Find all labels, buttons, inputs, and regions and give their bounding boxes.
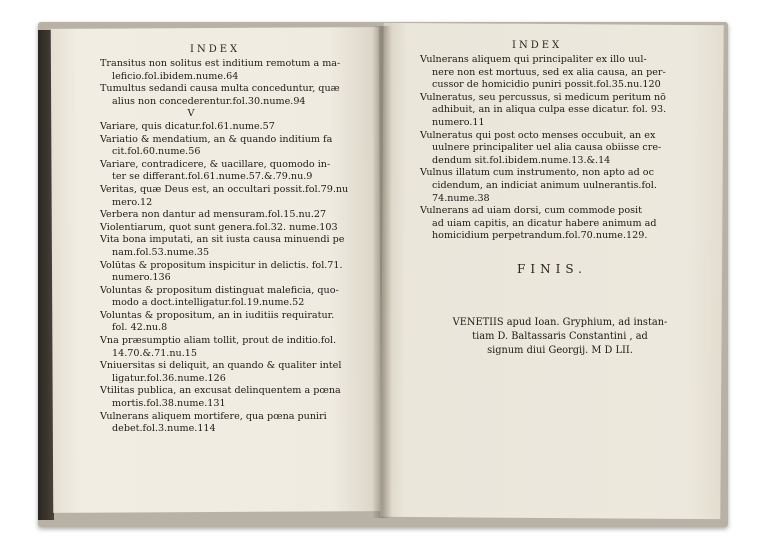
index-entry-line: ter se differant.fol.61.nume.57.&.79.nu.9 [112, 171, 313, 183]
index-entry-line: Transitus non solitus est inditium remotum a ma- [100, 58, 341, 69]
left-index-entries [100, 58, 372, 436]
index-entry-line: mortis.fol.38.nume.131 [112, 398, 226, 410]
index-entry-line: dendum sit.fol.ibidem.nume.13.&.14 [432, 154, 611, 166]
index-entry-line: Vulneratus qui post octo menses occubuit, an ex [420, 129, 656, 141]
left-page-header: INDEX [190, 44, 241, 55]
index-entry-line: Vniuersitas si deliquit, an quando & qualiter intel [100, 360, 342, 372]
index-entry-line: Veritas, quæ Deus est, an occultari possit.fol.79.nu [100, 183, 349, 195]
index-entry-line: adhibuit, an in aliqua culpa esse dicatur. fol. 93. [432, 104, 667, 116]
index-entry-line: cussor de homicidio puniri possit.fol.35.nu.120 [432, 79, 661, 91]
index-entry-line: Voluntas & propositum, an in iuditiis requiratur. [100, 309, 335, 321]
index-entry-line: ad uiam capitis, an dicatur habere animum ad [432, 217, 657, 229]
index-entry-line: modo a doct.intelligatur.fol.19.nume.52 [112, 297, 305, 309]
index-entry-line: Variare, quis dicatur.fol.61.nume.57 [100, 120, 275, 132]
printer-imprint [430, 316, 690, 358]
right-index-entries [420, 54, 715, 243]
index-entry-line: nere non est mortuus, sed ex alia causa, an per- [432, 66, 666, 78]
index-entry-line: Volūtas & propositum inspicitur in delictis. fol.71. [100, 259, 343, 271]
index-entry-line: debet.fol.3.nume.114 [112, 423, 216, 435]
index-entry-line: ligatur.fol.36.nume.126 [112, 372, 226, 384]
index-entry-line: Vulnus illatum cum instrumento, non apto ad oc [420, 167, 654, 179]
index-entry-line: cit.fol.60.nume.56 [112, 146, 201, 158]
index-entry-line: uulnere principaliter uel alia causa obiisse cre- [432, 142, 662, 154]
index-entry-line: cidendum, an indiciat animum uulnerantis.fol. [432, 179, 657, 191]
index-entry-line: Variatio & mendatium, an & quando inditium fa [100, 133, 333, 145]
imprint-line: tiam D. Baltassaris Constantini , ad [472, 331, 648, 342]
index-entry-line: numero.136 [112, 272, 171, 284]
imprint-line: signum diui Georgij. M D LII. [487, 345, 633, 356]
index-entry-line: leficio.fol.ibidem.nume.64 [112, 70, 239, 82]
index-entry-line: Vtilitas publica, an excusat delinquentem a pœna [100, 385, 341, 397]
index-entry-line: Violentiarum, quot sunt genera.fol.32. nume.103 [100, 221, 338, 233]
index-entry-line: numero.11 [432, 116, 485, 128]
index-entry-line: Tumultus sedandi causa multa conceduntur, quæ [100, 83, 340, 95]
index-entry-line: nam.fol.53.nume.35 [112, 246, 210, 258]
right-page-header: INDEX [512, 40, 563, 51]
index-entry-line: Vita bona imputati, an sit iusta causa minuendi pe [100, 234, 345, 246]
index-entry-line: 74.nume.38 [432, 192, 490, 204]
index-entry-line: mero.12 [112, 196, 153, 208]
index-entry-line: 14.70.&.71.nu.15 [112, 347, 197, 359]
index-entry-line: Verbera non dantur ad mensuram.fol.15.nu.27 [100, 209, 327, 221]
index-entry-line: Vulnerans aliquem mortifere, qua pœna puniri [100, 410, 327, 422]
index-entry-line: alius non concederentur.fol.30.nume.94 [112, 95, 306, 107]
index-entry-line: fol. 42.nu.8 [112, 322, 168, 334]
index-entry-line: Voluntas & propositum distinguat maleficia, quo- [100, 284, 339, 296]
index-entry-line: homicidium perpetrandum.fol.70.nume.129. [432, 230, 648, 242]
imprint-line: VENETIIS apud Ioan. Gryphium, ad instan- [452, 317, 668, 328]
index-entry-line: Variare, contradicere, & uacillare, quomodo in- [100, 158, 331, 170]
index-entry-line: Vna præsumptio aliam tollit, prout de inditio.fol. [100, 335, 337, 347]
index-entry-line: Vulneratus, seu percussus, si medicum peritum nō [420, 91, 666, 103]
index-entry-line: Vulnerans ad uiam dorsi, cum commode posit [420, 205, 642, 217]
finis-text: FINIS. [517, 262, 587, 276]
index-entry-line: Vulnerans aliquem qui principaliter ex illo uul- [420, 54, 647, 65]
index-entry-line: V [187, 108, 195, 120]
